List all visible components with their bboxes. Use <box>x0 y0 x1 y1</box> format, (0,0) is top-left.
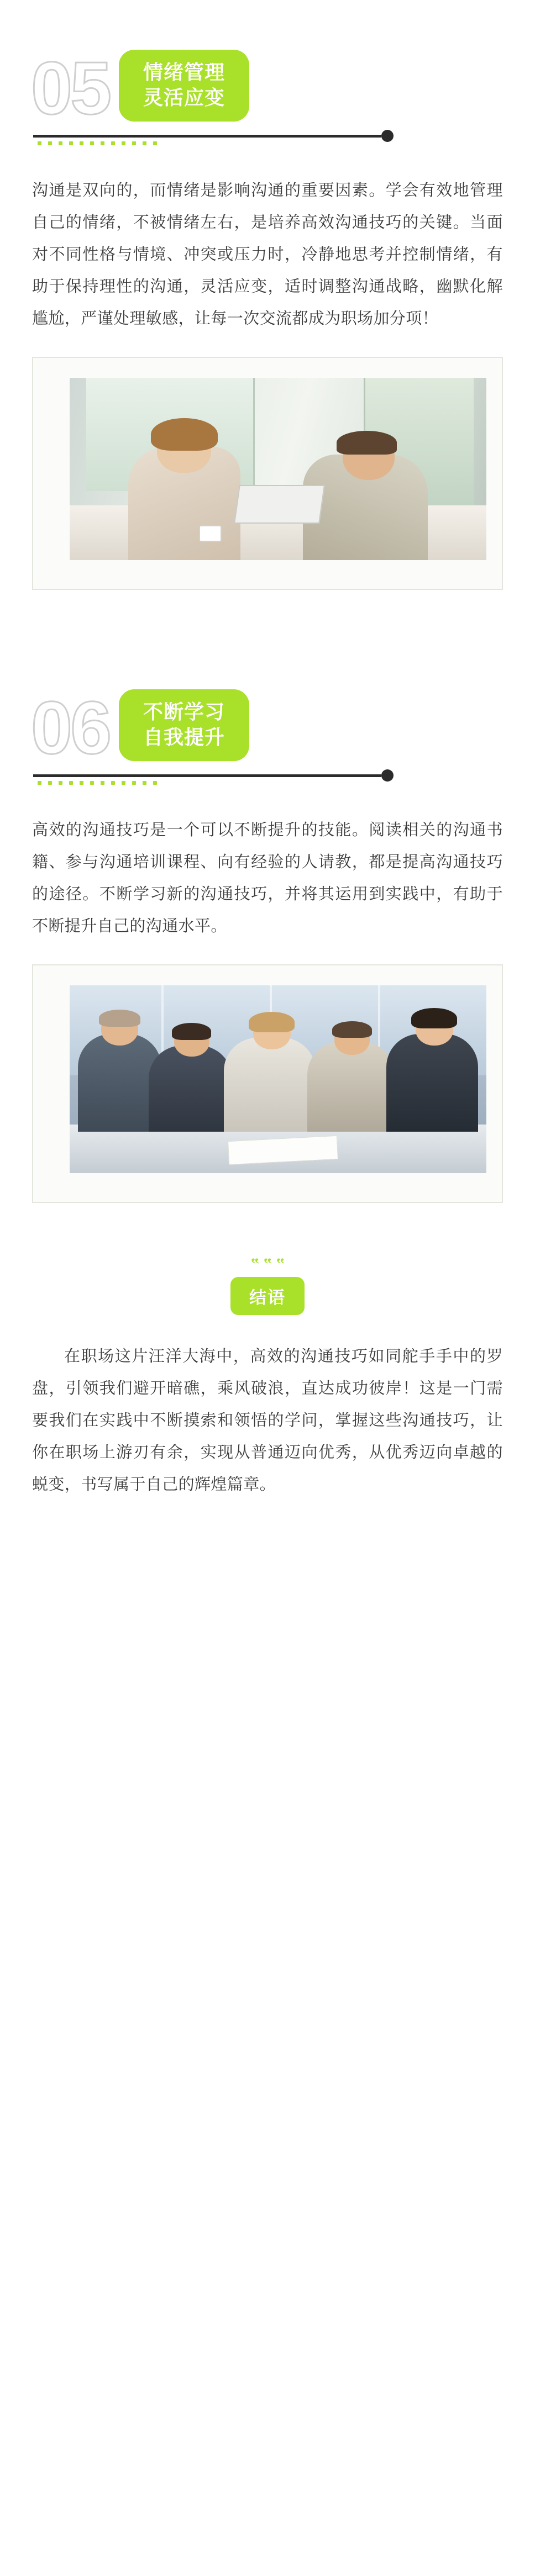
section-05-divider <box>33 127 535 149</box>
divider-dot-icon <box>381 130 394 142</box>
section-05 <box>0 33 535 590</box>
section-05-photo-card <box>32 357 503 590</box>
section-05-title-line1: 情绪管理 <box>143 61 225 83</box>
section-06-photo-card <box>32 964 503 1203</box>
section-06-paragraph: 高效的沟通技巧是一个可以不断提升的技能。阅读相关的沟通书籍、参与沟通培训课程、向有经验的人请教，都是提高沟通技巧的途径。不断学习新的沟通技巧，并将其运用到实践中，有助于不断提升自己的沟通水平。 <box>32 821 503 935</box>
section-06-title-line1: 不断学习 <box>143 700 225 723</box>
conclusion-block <box>0 1256 535 1315</box>
section-05-number: 05 <box>31 46 110 130</box>
divider-line <box>33 774 381 777</box>
conclusion-badge: 结语 <box>230 1277 305 1315</box>
conclusion-paragraph: 在职场这片汪洋大海中，高效的沟通技巧如同舵手手中的罗盘，引领我们避开暗礁，乘风破浪，直达成功彼岸！这是一门需要我们在实践中不断摸索和领悟的学问，掌握这些沟通技巧，让你在职场上游刃有余，实现从普通迈向优秀，从优秀迈向卓越的蜕变，书写属于自己的辉煌篇章。 <box>32 1348 503 1493</box>
divider-dot-row <box>38 781 157 785</box>
quote-marks-icon: ” ” ” <box>250 1255 285 1273</box>
section-06 <box>0 673 535 1203</box>
section-06-title-line2: 自我提升 <box>143 726 225 749</box>
section-06-title-pill <box>119 689 249 761</box>
section-05-title-pill <box>119 50 249 122</box>
article-page <box>0 33 535 1539</box>
divider-line <box>33 135 381 138</box>
section-05-header <box>0 33 535 160</box>
section-06-photo <box>70 985 486 1173</box>
section-05-photo <box>70 378 486 560</box>
section-05-paragraph: 沟通是双向的，而情绪是影响沟通的重要因素。学会有效地管理自己的情绪，不被情绪左右，是培养高效沟通技巧的关键。当面对不同性格与情境、冲突或压力时，冷静地思考并控制情绪，有助于保持理性的沟通，灵活应变，适时调整沟通战略，幽默化解尴尬，严谨处理敏感，让每一次交流都成为职场加分项！ <box>32 182 503 328</box>
section-06-header <box>0 673 535 800</box>
section-06-number: 06 <box>31 686 110 769</box>
divider-dot-row <box>38 141 157 145</box>
section-05-title-line2: 灵活应变 <box>143 86 225 109</box>
divider-dot-icon <box>381 769 394 782</box>
section-06-divider <box>33 767 535 789</box>
